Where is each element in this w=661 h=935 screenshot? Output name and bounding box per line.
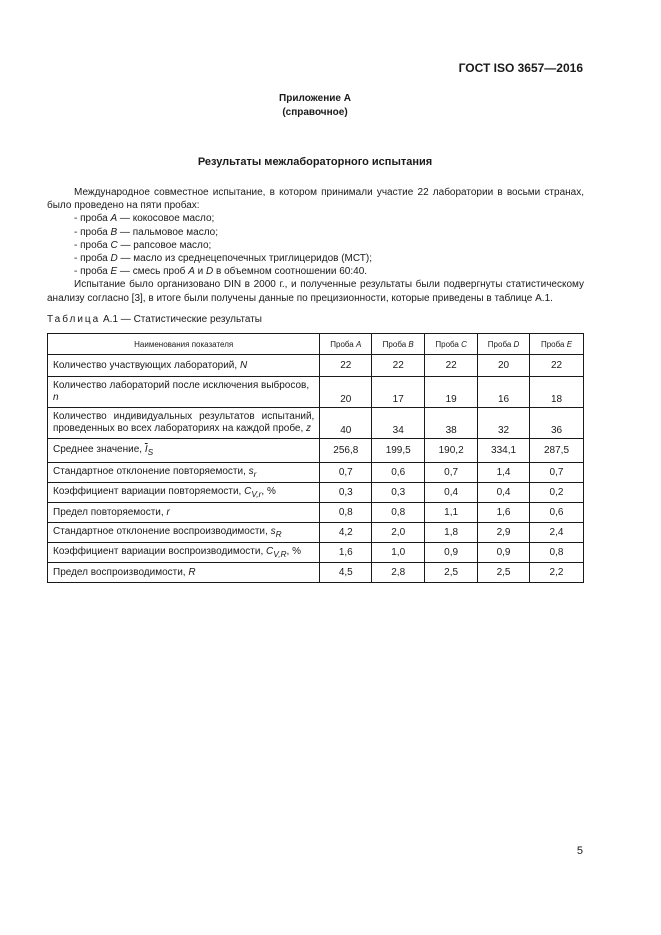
cell-value: 1,6 (320, 543, 372, 563)
cell-value: 2,5 (478, 563, 530, 583)
cell-value: 1,4 (478, 463, 530, 483)
column-header-name: Наименования показателя (48, 334, 320, 355)
cell-value: 2,0 (372, 523, 425, 543)
cell-value: 18 (530, 377, 584, 408)
cell-value: 0,7 (530, 463, 584, 483)
cell-value: 22 (530, 355, 584, 377)
cell-value: 22 (425, 355, 478, 377)
table-row (48, 439, 584, 463)
cell-value: 199,5 (372, 439, 425, 463)
table-row (48, 543, 584, 563)
table-row (48, 563, 584, 583)
annex-heading (0, 92, 630, 120)
column-header-sample: Проба B (372, 334, 425, 355)
cell-value: 0,8 (372, 503, 425, 523)
annex-subtitle: (справочное) (282, 107, 348, 118)
row-label: Количество лабораторий после исключения выбросов, n (48, 377, 320, 408)
cell-value: 2,8 (372, 563, 425, 583)
row-label: Количество участвующих лабораторий, N (48, 355, 320, 377)
cell-value: 0,6 (372, 463, 425, 483)
sample-list-item: - проба E — смесь проб A и D в объемном соотношении 60:40. (74, 266, 368, 278)
cell-value: 16 (478, 377, 530, 408)
cell-value: 0,9 (425, 543, 478, 563)
cell-value: 19 (425, 377, 478, 408)
row-label: Предел повторяемости, r (48, 503, 320, 523)
cell-value: 20 (320, 377, 372, 408)
table-row (48, 377, 584, 408)
row-label: Коэффициент вариации повторяемости, $C_{V,r}$, % (48, 483, 320, 503)
cell-value: 1,6 (478, 503, 530, 523)
table-row (48, 483, 584, 503)
cell-value: 0,7 (425, 463, 478, 483)
table-row (48, 408, 584, 439)
cell-value: 334,1 (478, 439, 530, 463)
column-header-sample: Проба E (530, 334, 584, 355)
cell-value: 22 (320, 355, 372, 377)
row-label: Стандартное отклонение повторяемости, $s_r$ (48, 463, 320, 483)
table-row (48, 355, 584, 377)
row-label: Среднее значение, $\overline{I}_S$ (48, 439, 320, 463)
cell-value: 0,3 (372, 483, 425, 503)
cell-value: 190,2 (425, 439, 478, 463)
cell-value: 2,9 (478, 523, 530, 543)
page-number: 5 (576, 845, 583, 857)
cell-value: 0,4 (425, 483, 478, 503)
cell-value: 1,1 (425, 503, 478, 523)
row-label: Стандартное отклонение воспроизводимости, $s_R$ (48, 523, 320, 543)
table-row (48, 463, 584, 483)
cell-value: 1,0 (372, 543, 425, 563)
cell-value: 2,4 (530, 523, 584, 543)
table-header-row (48, 334, 584, 355)
table-caption-text: А.1 — Статистические результаты (100, 314, 262, 325)
row-label: Количество индивидуальных результатов испытаний, проведенных во всех лабораториях на каждой пробе, z (48, 408, 320, 439)
column-header-sample: Проба A (320, 334, 372, 355)
row-label: Коэффициент вариации воспроизводимости, $C_{V,R}$, % (48, 543, 320, 563)
column-header-sample: Проба C (425, 334, 478, 355)
cell-value: 0,3 (320, 483, 372, 503)
cell-value: 32 (478, 408, 530, 439)
row-label: Предел воспроизводимости, R (48, 563, 320, 583)
cell-value: 40 (320, 408, 372, 439)
cell-value: 0,6 (530, 503, 584, 523)
cell-value: 0,9 (478, 543, 530, 563)
cell-value: 2,5 (425, 563, 478, 583)
table-row (48, 503, 584, 523)
cell-value: 287,5 (530, 439, 584, 463)
cell-value: 0,8 (530, 543, 584, 563)
results-table (47, 333, 584, 583)
intro-text (47, 186, 584, 305)
cell-value: 0,8 (320, 503, 372, 523)
table-caption-label: Таблица (47, 314, 101, 325)
cell-value: 256,8 (320, 439, 372, 463)
cell-value: 17 (372, 377, 425, 408)
sample-list-item: - проба D — масло из среднецепочечных триглицеридов (МСТ); (74, 253, 372, 265)
cell-value: 36 (530, 408, 584, 439)
sample-list-item: - проба B — пальмовое масло; (74, 226, 218, 238)
table-caption (47, 314, 262, 325)
annex-title: Приложение А (279, 93, 351, 104)
table-row (48, 523, 584, 543)
cell-value: 1,8 (425, 523, 478, 543)
cell-value: 0,2 (530, 483, 584, 503)
intro-paragraph: Испытание было организовано DIN в 2000 г., и полученные результаты были подвергнуты статистическому анализу согласно [3], в итоге были получены данные по прецизионности, которые приведены в таблице А.1. (47, 279, 584, 304)
cell-value: 22 (372, 355, 425, 377)
cell-value: 20 (478, 355, 530, 377)
column-header-sample: Проба D (478, 334, 530, 355)
cell-value: 38 (425, 408, 478, 439)
cell-value: 0,7 (320, 463, 372, 483)
section-title: Результаты межлабораторного испытания (197, 156, 433, 168)
intro-paragraph: Международное совместное испытание, в котором принимали участие 22 лаборатории в восьми странах, было проведено на пяти пробах: (47, 187, 584, 212)
cell-value: 2,2 (530, 563, 584, 583)
cell-value: 0,4 (478, 483, 530, 503)
cell-value: 4,2 (320, 523, 372, 543)
cell-value: 34 (372, 408, 425, 439)
cell-value: 4,5 (320, 563, 372, 583)
sample-list-item: - проба A — кокосовое масло; (74, 213, 215, 225)
sample-list-item: - проба C — рапсовое масло; (74, 239, 212, 251)
standard-designation: ГОСТ ISO 3657—2016 (458, 61, 583, 75)
